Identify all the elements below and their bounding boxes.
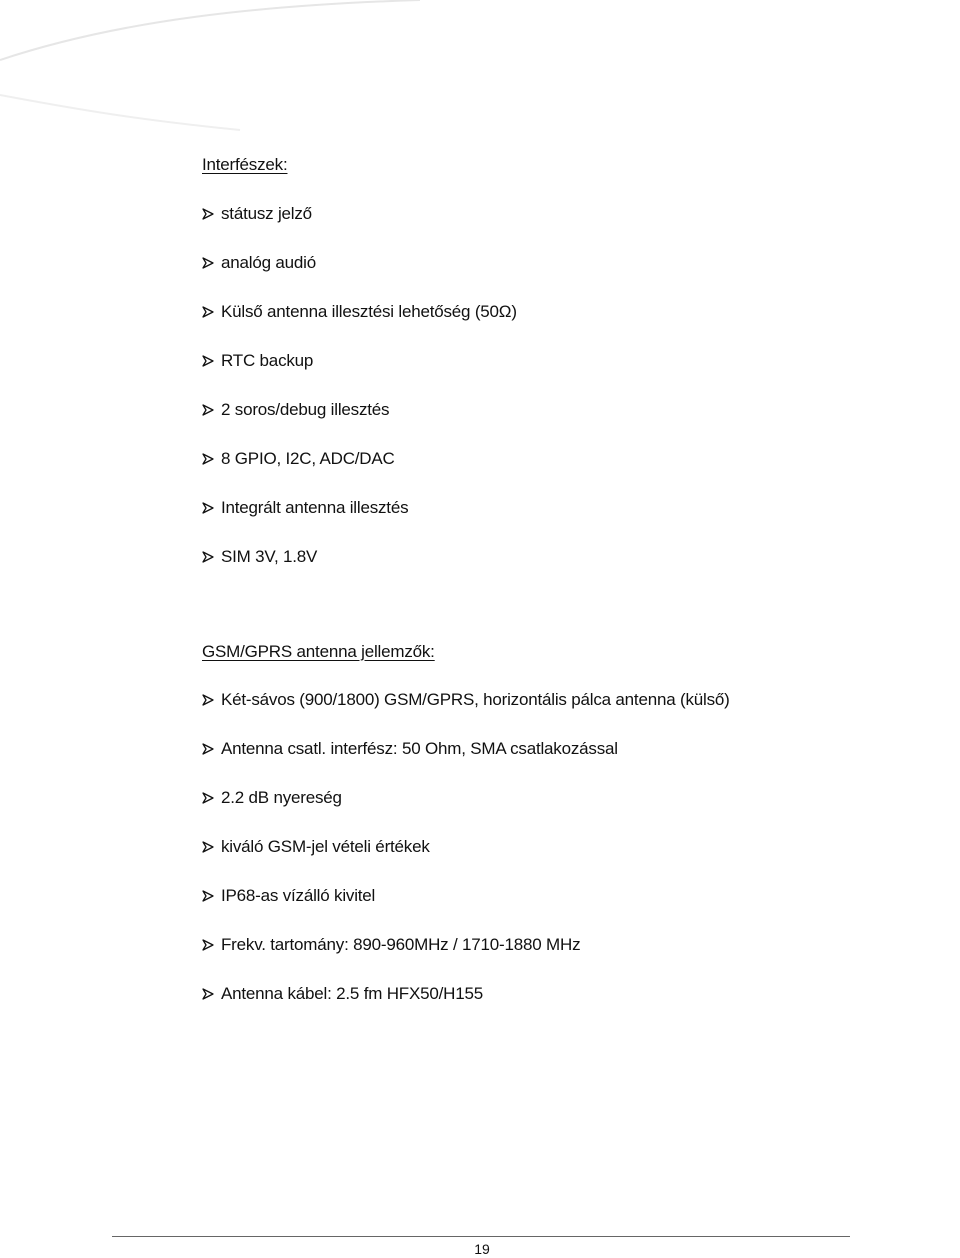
list-item-text: 2 soros/debug illesztés (221, 400, 390, 419)
arrowhead-bullet-icon (202, 355, 214, 367)
list-item-text: 8 GPIO, I2C, ADC/DAC (221, 449, 395, 468)
arrowhead-bullet-icon (202, 743, 214, 755)
list-item-text: analóg audió (221, 253, 316, 272)
list-item (202, 788, 730, 837)
arrowhead-bullet-icon (202, 453, 214, 465)
list-item (202, 400, 517, 449)
section-title-interfaces: Interfészek: (202, 155, 288, 174)
arrowhead-bullet-icon (202, 939, 214, 951)
arrowhead-bullet-icon (202, 792, 214, 804)
arrowhead-bullet-icon (202, 502, 214, 514)
list-item-text: 2.2 dB nyereség (221, 788, 342, 807)
list-item (202, 449, 517, 498)
list-item-text: kiváló GSM-jel vételi értékek (221, 837, 430, 856)
section-title-antenna-specs: GSM/GPRS antenna jellemzők: (202, 642, 435, 661)
list-item (202, 739, 730, 788)
list-item-text: RTC backup (221, 351, 314, 370)
arrowhead-bullet-icon (202, 306, 214, 318)
arrowhead-bullet-icon (202, 890, 214, 902)
list-item (202, 351, 517, 400)
list-item (202, 302, 517, 351)
arrowhead-bullet-icon (202, 257, 214, 269)
footer-divider (112, 1236, 850, 1237)
arrowhead-bullet-icon (202, 694, 214, 706)
list-item-text: Két-sávos (900/1800) GSM/GPRS, horizontális pálca antenna (külső) (221, 690, 730, 709)
list-item-text: Külső antenna illesztési lehetőség (50Ω) (221, 302, 517, 321)
list-item (202, 204, 517, 253)
list-item-text: Antenna csatl. interfész: 50 Ohm, SMA csatlakozással (221, 739, 618, 758)
decorative-corner-curve (0, 0, 960, 140)
list-item (202, 547, 517, 596)
list-item-text: IP68-as vízálló kivitel (221, 886, 376, 905)
arrowhead-bullet-icon (202, 841, 214, 853)
list-item-text: Antenna kábel: 2.5 fm HFX50/H155 (221, 984, 483, 1003)
arrowhead-bullet-icon (202, 988, 214, 1000)
list-item (202, 690, 730, 739)
list-item (202, 984, 730, 1033)
interfaces-list (202, 204, 517, 596)
list-item (202, 837, 730, 886)
list-item (202, 498, 517, 547)
list-item-text: státusz jelző (221, 204, 312, 223)
list-item-text: Integrált antenna illesztés (221, 498, 409, 517)
arrowhead-bullet-icon (202, 404, 214, 416)
page-number: 19 (474, 1241, 490, 1257)
antenna-specs-list (202, 690, 730, 1033)
list-item (202, 935, 730, 984)
arrowhead-bullet-icon (202, 551, 214, 563)
list-item-text: SIM 3V, 1.8V (221, 547, 318, 566)
arrowhead-bullet-icon (202, 208, 214, 220)
list-item-text: Frekv. tartomány: 890-960MHz / 1710-1880 MHz (221, 935, 581, 954)
list-item (202, 253, 517, 302)
list-item (202, 886, 730, 935)
